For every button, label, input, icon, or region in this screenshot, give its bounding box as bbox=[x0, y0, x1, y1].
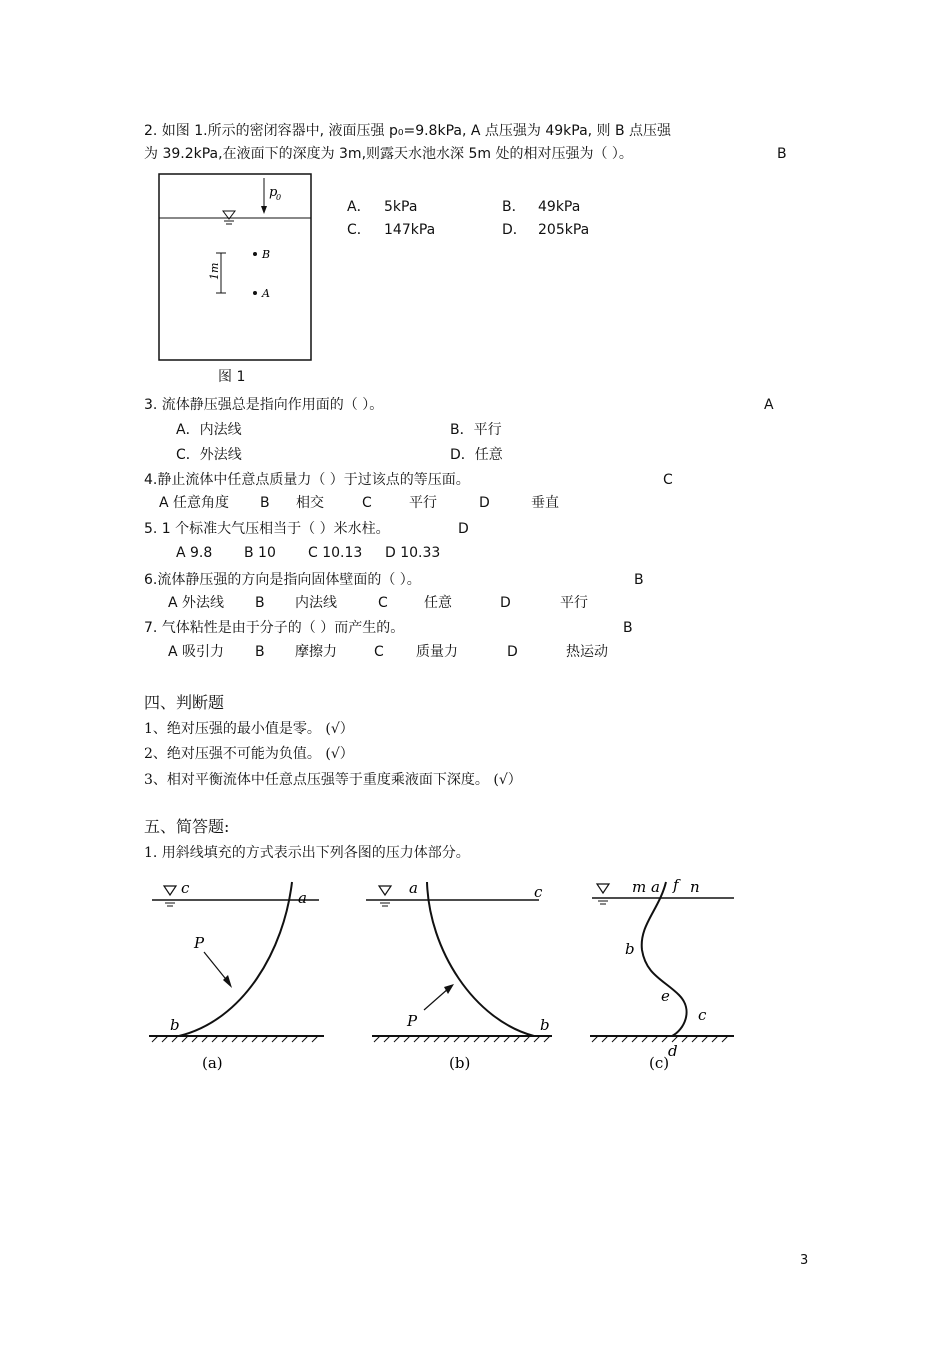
q2-option-c-letter: C． bbox=[347, 222, 371, 238]
q2-option-b-letter: B． bbox=[502, 199, 526, 215]
q5-option-d: D 10.33 bbox=[385, 545, 441, 561]
fig-c-label-e: e bbox=[661, 987, 670, 1005]
q7-option-b-text: 摩擦力 bbox=[295, 644, 337, 660]
q7-answer: B bbox=[623, 620, 633, 636]
pressure-body-figures bbox=[144, 870, 739, 1082]
water-level-symbol-a bbox=[164, 886, 176, 906]
point-b-label: B bbox=[262, 248, 271, 261]
fig-a-label-a: a bbox=[298, 889, 307, 907]
q6-option-c-text: 任意 bbox=[424, 595, 452, 611]
q6-option-c-letter: C bbox=[378, 595, 388, 611]
section4-title: 四、判断题 bbox=[144, 693, 225, 712]
container-outline bbox=[159, 174, 311, 360]
fig-c-label-d: d bbox=[668, 1042, 678, 1060]
q2-option-a-value: 5kPa bbox=[384, 199, 418, 215]
fig-c-label-m: m bbox=[632, 878, 647, 896]
fig-a-label-c: c bbox=[181, 879, 190, 897]
q6-text: 6.流体静压强的方向是指向固体壁面的（ ）。 bbox=[144, 572, 421, 588]
q5-option-a: A 9.8 bbox=[176, 545, 213, 561]
fig-b-label-a: a bbox=[409, 879, 418, 897]
q7-option-d-letter: D bbox=[507, 644, 518, 660]
q2-option-d-value: 205kPa bbox=[538, 222, 590, 238]
water-level-symbol-b bbox=[379, 886, 391, 906]
fig-b-label-b: b bbox=[540, 1016, 550, 1034]
q6-option-b-letter: B bbox=[255, 595, 265, 611]
q4-text: 4.静止流体中任意点质量力（ ）于过该点的等压面。 bbox=[144, 472, 470, 488]
q7-text: 7. 气体粘性是由于分子的（ ）而产生的。 bbox=[144, 620, 405, 636]
section5-question-1: 1. 用斜线填充的方式表示出下列各图的压力体部分。 bbox=[144, 845, 470, 861]
fig-c-curve bbox=[642, 882, 687, 1036]
q6-option-d-letter: D bbox=[500, 595, 511, 611]
p0-subscript: 0 bbox=[276, 193, 282, 202]
fig-b-caption: (b) bbox=[449, 1054, 471, 1072]
figure-c bbox=[590, 876, 734, 1072]
fig-c-label-n: n bbox=[690, 878, 700, 896]
point-b bbox=[253, 252, 257, 256]
fig-c-label-c: c bbox=[698, 1006, 707, 1024]
q4-option-b-letter: B bbox=[260, 495, 270, 511]
depth-label: 1m bbox=[208, 262, 221, 280]
q4-option-c-text: 平行 bbox=[409, 495, 437, 511]
q5-answer: D bbox=[458, 521, 469, 537]
judge-item-2: 2、绝对压强不可能为负值。 (√） bbox=[144, 746, 354, 762]
q4-option-c-letter: C bbox=[362, 495, 372, 511]
q4-option-a: A 任意角度 bbox=[159, 495, 230, 511]
fig-b-label-p: P bbox=[407, 1012, 418, 1030]
water-level-symbol-c bbox=[597, 884, 609, 904]
q3-option-d: D．任意 bbox=[450, 447, 503, 463]
judge-item-3: 3、相对平衡流体中任意点压强等于重度乘液面下深度。 (√） bbox=[144, 772, 522, 788]
point-a bbox=[253, 291, 257, 295]
fig-a-label-b: b bbox=[170, 1016, 180, 1034]
q3-option-b: B．平行 bbox=[450, 422, 502, 438]
q2-option-c-value: 147kPa bbox=[384, 222, 436, 238]
fig-c-label-a: a bbox=[651, 878, 660, 896]
q4-answer: C bbox=[663, 472, 673, 488]
q6-option-a: A 外法线 bbox=[168, 595, 225, 611]
fig-c-label-f: f bbox=[673, 876, 679, 894]
p0-label: p bbox=[269, 185, 278, 200]
q4-option-d-text: 垂直 bbox=[531, 495, 559, 511]
fig-a-curve bbox=[179, 882, 292, 1036]
p0-arrow bbox=[261, 178, 267, 214]
q7-option-b-letter: B bbox=[255, 644, 265, 660]
fig-c-caption: (c) bbox=[649, 1054, 670, 1072]
point-a-label: A bbox=[262, 287, 270, 300]
q6-option-d-text: 平行 bbox=[560, 595, 588, 611]
q5-text: 5. 1 个标准大气压相当于（ ）米水柱。 bbox=[144, 521, 390, 537]
fig-c-label-b: b bbox=[625, 940, 635, 958]
q2-answer: B bbox=[777, 146, 787, 162]
figure-a bbox=[149, 879, 324, 1072]
q3-option-a: A．内法线 bbox=[176, 422, 242, 438]
figure-1-container bbox=[156, 172, 316, 364]
q4-option-b-text: 相交 bbox=[296, 495, 324, 511]
fig-b-curve bbox=[427, 882, 534, 1036]
q4-option-d-letter: D bbox=[479, 495, 490, 511]
page-number: 3 bbox=[800, 1253, 809, 1268]
q2-option-a-letter: A． bbox=[347, 199, 371, 215]
q6-answer: B bbox=[634, 572, 644, 588]
figure-b bbox=[366, 879, 552, 1072]
section5-title: 五、简答题: bbox=[144, 817, 230, 836]
q5-option-c: C 10.13 bbox=[308, 545, 363, 561]
q5-option-b: B 10 bbox=[244, 545, 276, 561]
fig-a-caption: (a) bbox=[202, 1054, 223, 1072]
q2-option-d-letter: D． bbox=[502, 222, 527, 238]
q7-option-d-text: 热运动 bbox=[566, 644, 608, 660]
fig-a-label-p: P bbox=[194, 934, 205, 952]
q6-option-b-text: 内法线 bbox=[295, 595, 337, 611]
q7-option-a: A 吸引力 bbox=[168, 644, 225, 660]
q3-answer: A bbox=[764, 397, 774, 413]
judge-item-1: 1、绝对压强的最小值是零。 (√） bbox=[144, 721, 354, 737]
q3-option-c: C．外法线 bbox=[176, 447, 242, 463]
fig-b-label-c: c bbox=[534, 883, 543, 901]
q2-line1: 2. 如图 1.所示的密闭容器中, 液面压强 p₀=9.8kPa, A 点压强为 49kPa, 则 B 点压强 bbox=[144, 123, 672, 139]
figure-1-caption: 图 1 bbox=[218, 369, 246, 385]
q3-text: 3. 流体静压强总是指向作用面的（ ）。 bbox=[144, 397, 384, 413]
q2-option-b-value: 49kPa bbox=[538, 199, 581, 215]
fig-b-force-arrow bbox=[424, 988, 449, 1010]
q7-option-c-letter: C bbox=[374, 644, 384, 660]
q7-option-c-text: 质量力 bbox=[416, 644, 458, 660]
q2-line2: 为 39.2kPa,在液面下的深度为 3m,则露天水池水深 5m 处的相对压强为（ ）。 bbox=[144, 146, 633, 162]
